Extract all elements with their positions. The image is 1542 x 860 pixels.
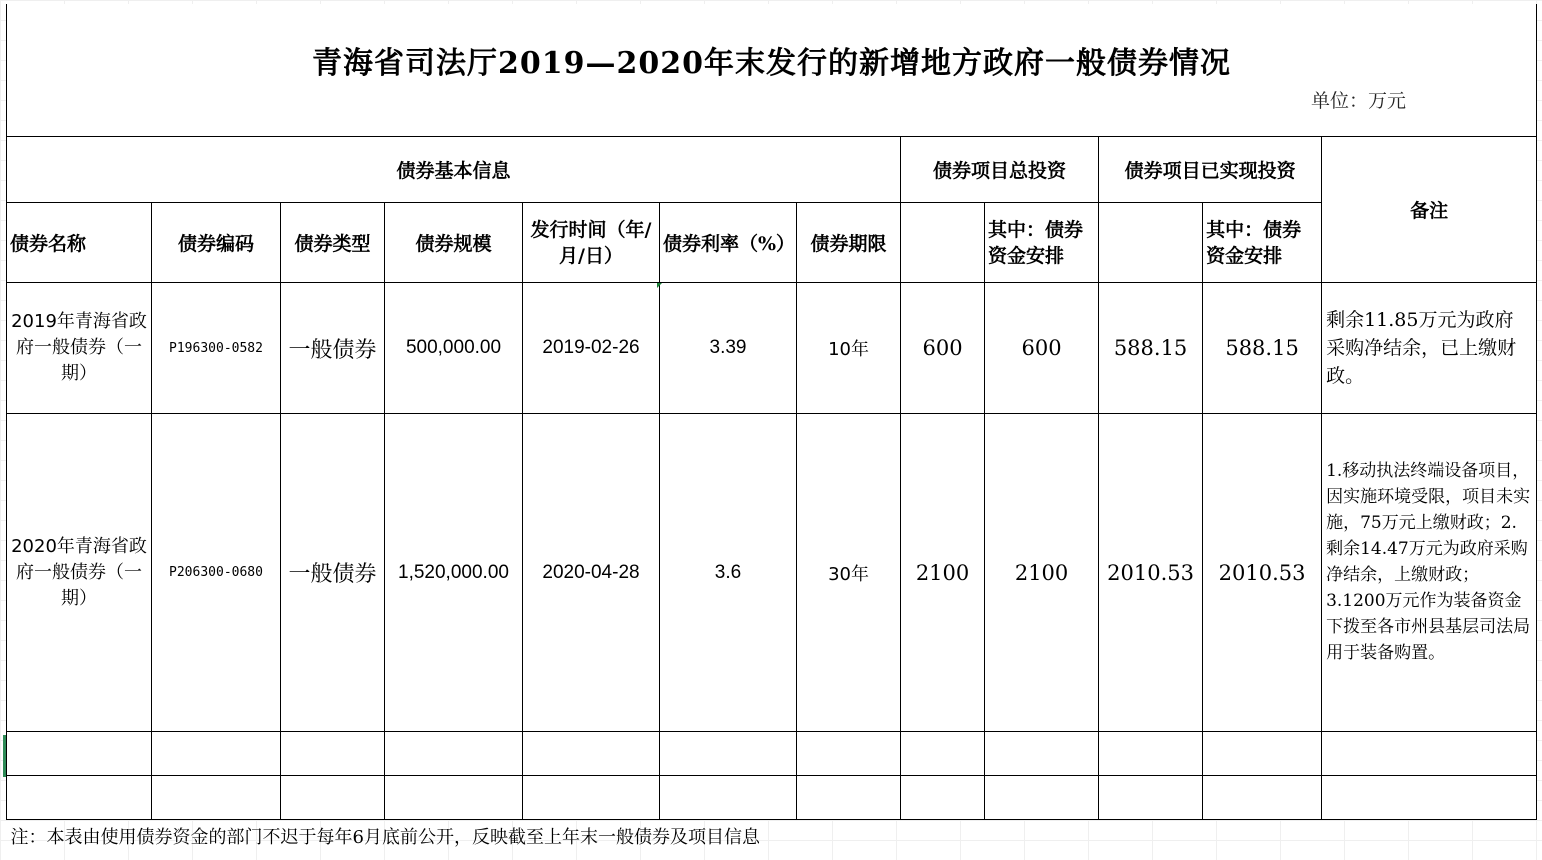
cell-total-bond-funds[interactable]: 600 xyxy=(985,283,1099,414)
empty-cell[interactable] xyxy=(281,776,385,820)
empty-cell[interactable] xyxy=(523,732,660,776)
empty-cell[interactable] xyxy=(985,776,1099,820)
cell-bond-code[interactable]: P196300-0582 xyxy=(152,283,281,414)
cell-rate[interactable]: 3.39 xyxy=(660,283,797,414)
cell-bond-type[interactable]: 一般债券 xyxy=(281,414,385,732)
table-row xyxy=(7,414,1537,732)
cell-total-bond-funds[interactable]: 2100 xyxy=(985,414,1099,732)
table-row xyxy=(7,283,1537,414)
spreadsheet xyxy=(6,4,1536,856)
cell-realized-invest[interactable]: 588.15 xyxy=(1099,283,1203,414)
cell-remark[interactable]: 剩余11.85万元为政府采购净结余，已上缴财政。 xyxy=(1322,283,1537,414)
empty-cell[interactable] xyxy=(385,732,523,776)
header-rate[interactable]: 债券利率（%） xyxy=(660,203,797,283)
empty-cell[interactable] xyxy=(1099,732,1203,776)
empty-cell[interactable] xyxy=(660,776,797,820)
empty-cell[interactable] xyxy=(7,732,152,776)
empty-cell[interactable] xyxy=(901,732,985,776)
cell-issue-date[interactable]: 2020-04-28 xyxy=(523,414,660,732)
empty-row xyxy=(7,776,1537,820)
empty-cell[interactable] xyxy=(152,776,281,820)
empty-cell[interactable] xyxy=(1322,776,1537,820)
footnote-row xyxy=(7,820,1537,853)
cell-realized-bond-funds[interactable]: 588.15 xyxy=(1203,283,1322,414)
title-area xyxy=(6,4,1537,136)
header-name[interactable]: 债券名称 xyxy=(7,203,152,283)
empty-cell[interactable] xyxy=(797,732,901,776)
cell-bond-code[interactable]: P206300-0680 xyxy=(152,414,281,732)
empty-cell[interactable] xyxy=(660,732,797,776)
empty-cell[interactable] xyxy=(152,732,281,776)
empty-cell[interactable] xyxy=(7,776,152,820)
empty-cell[interactable] xyxy=(385,776,523,820)
empty-cell[interactable] xyxy=(523,776,660,820)
cell-comment-indicator xyxy=(657,283,662,288)
empty-cell[interactable] xyxy=(281,732,385,776)
cell-term[interactable]: 30年 xyxy=(797,414,901,732)
header-issue-date[interactable]: 发行时间（年/月/日） xyxy=(523,203,660,283)
empty-cell[interactable] xyxy=(797,776,901,820)
cell-remark[interactable]: 1.移动执法终端设备项目，因实施环境受限，项目未实施，75万元上缴财政；2.剩余14.47万元为政府采购净结余，上缴财政；3.1200万元作为装备资金下拨至各市州县基层司法局用于装备购置。 xyxy=(1322,414,1537,732)
header-total-invest-amount[interactable] xyxy=(901,203,985,283)
empty-cell[interactable] xyxy=(901,776,985,820)
page-title: 青海省司法厅2019—2020年末发行的新增地方政府一般债券情况 xyxy=(312,46,1231,81)
header-term[interactable]: 债券期限 xyxy=(797,203,901,283)
header-code[interactable]: 债券编码 xyxy=(152,203,281,283)
empty-cell[interactable] xyxy=(1203,732,1322,776)
header-group-row xyxy=(7,137,1537,203)
empty-cell[interactable] xyxy=(1322,732,1537,776)
bond-table xyxy=(6,136,1537,853)
header-remark[interactable]: 备注 xyxy=(1322,137,1537,283)
row-selection-marker xyxy=(3,735,6,777)
header-sub-row xyxy=(7,203,1537,283)
cell-bond-scale[interactable]: 500,000.00 xyxy=(385,283,523,414)
header-realized-bond-funds[interactable]: 其中：债券资金安排 xyxy=(1203,203,1322,283)
unit-label: 单位：万元 xyxy=(1310,90,1406,112)
cell-total-invest[interactable]: 2100 xyxy=(901,414,985,732)
header-type[interactable]: 债券类型 xyxy=(281,203,385,283)
cell-bond-name[interactable]: 2019年青海省政府一般债券（一期） xyxy=(7,283,152,414)
cell-issue-date[interactable]: 2019-02-26 xyxy=(523,283,660,414)
header-realized-invest-amount[interactable] xyxy=(1099,203,1203,283)
footnote[interactable]: 注：本表由使用债券资金的部门不迟于每年6月底前公开，反映截至上年末一般债券及项目信息 xyxy=(7,820,1537,853)
cell-rate[interactable]: 3.6 xyxy=(660,414,797,732)
empty-cell[interactable] xyxy=(1099,776,1203,820)
header-total-invest[interactable]: 债券项目总投资 xyxy=(901,137,1099,203)
cell-realized-bond-funds[interactable]: 2010.53 xyxy=(1203,414,1322,732)
cell-term[interactable]: 10年 xyxy=(797,283,901,414)
cell-bond-name[interactable]: 2020年青海省政府一般债券（一期） xyxy=(7,414,152,732)
cell-total-invest[interactable]: 600 xyxy=(901,283,985,414)
empty-cell[interactable] xyxy=(1203,776,1322,820)
cell-bond-scale[interactable]: 1,520,000.00 xyxy=(385,414,523,732)
header-scale[interactable]: 债券规模 xyxy=(385,203,523,283)
empty-cell[interactable] xyxy=(985,732,1099,776)
header-total-bond-funds[interactable]: 其中：债券资金安排 xyxy=(985,203,1099,283)
cell-bond-type[interactable]: 一般债券 xyxy=(281,283,385,414)
empty-row xyxy=(7,732,1537,776)
header-basic-info[interactable]: 债券基本信息 xyxy=(7,137,901,203)
cell-realized-invest[interactable]: 2010.53 xyxy=(1099,414,1203,732)
header-realized-invest[interactable]: 债券项目已实现投资 xyxy=(1099,137,1322,203)
